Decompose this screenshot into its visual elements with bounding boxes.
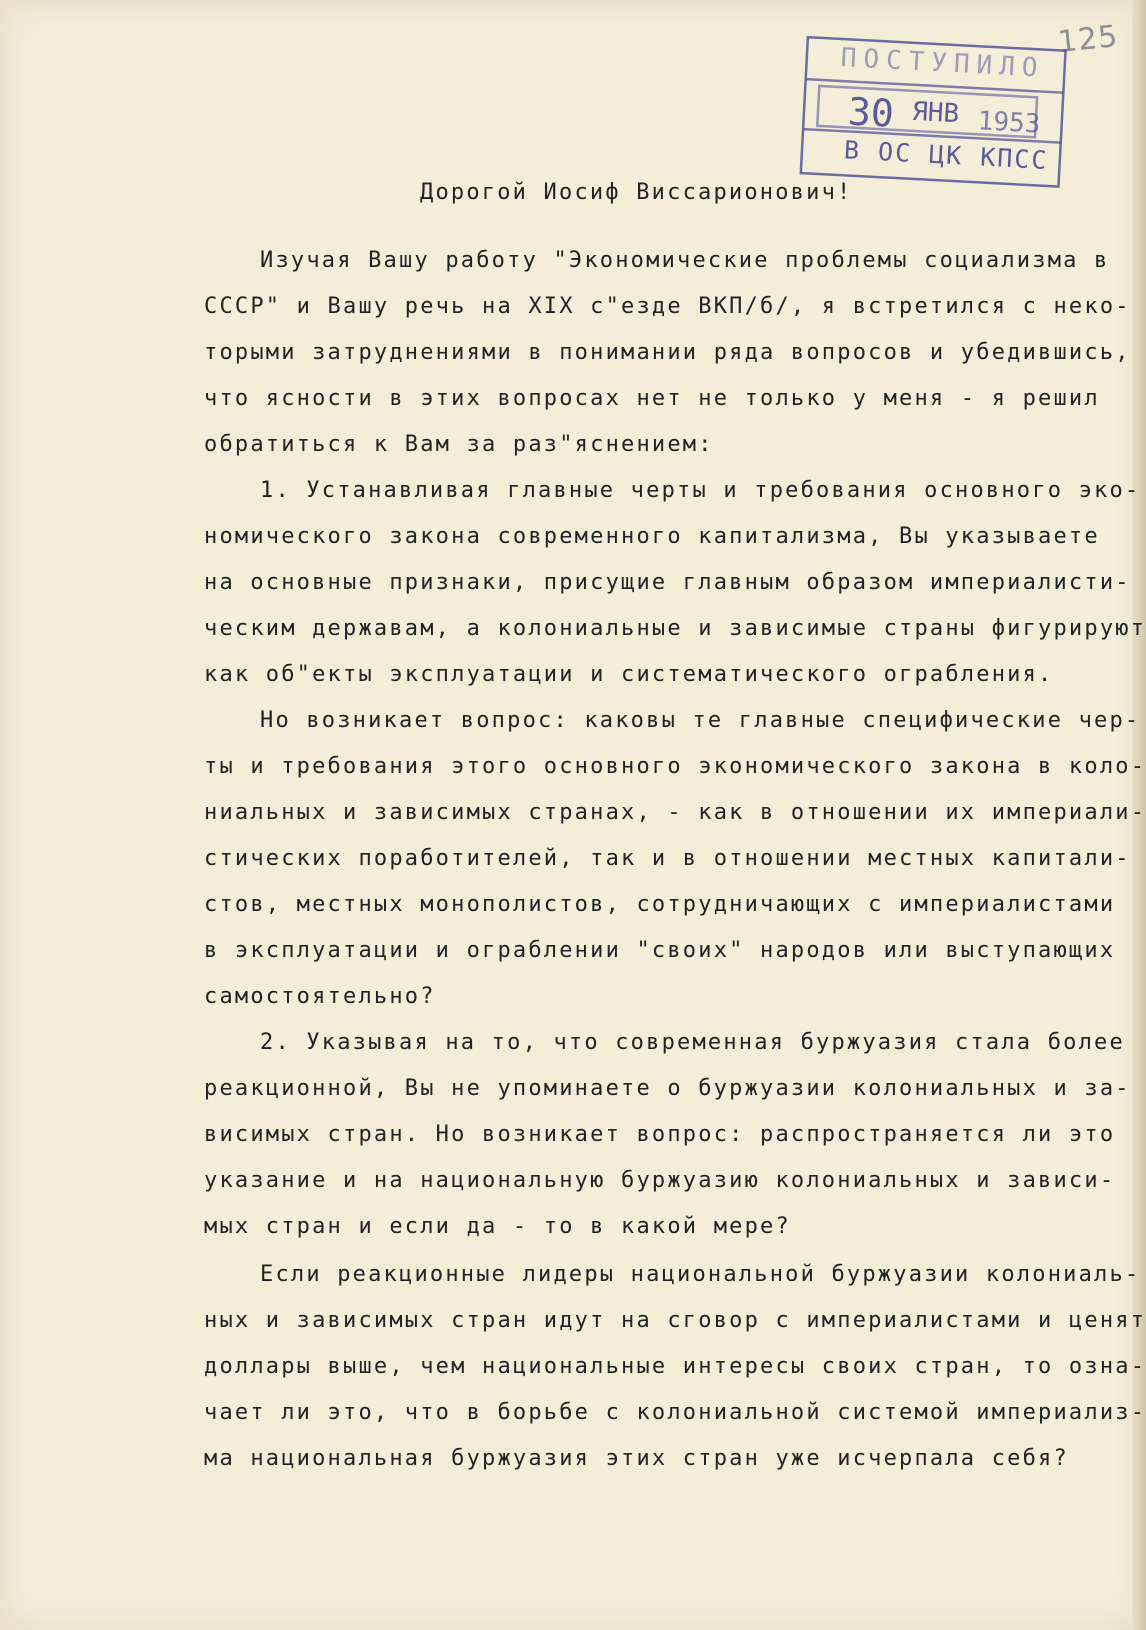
stamp-month: ЯНВ [911,96,960,130]
received-stamp [796,33,1073,197]
text-line: 1. Устанавливая главные черты и требования основного эко- [260,478,1141,503]
text-line: ниальных и зависимых странах, - как в отношении их империали- [204,800,1146,825]
text-line: на основные признаки, присущие главным образом империалисти- [204,570,1131,595]
text-line: стов, местных монополистов, сотрудничающих с империалистами [204,892,1116,917]
text-line: чает ли это, что в борьбе с колониальной системой империализ- [204,1400,1146,1425]
stamp-day: 30 [846,89,895,136]
text-line: стических поработителей, так и в отношении местных капитали- [204,846,1131,871]
text-line: ных и зависимых стран идут на сговор с империалистами и ценят [204,1308,1146,1333]
stamp-year: 1953 [976,106,1042,140]
text-line: висимых стран. Но возникает вопрос: распространяется ли это [204,1122,1116,1147]
text-line: Но возникает вопрос: каковы те главные специфические чер- [260,708,1141,733]
text-line: что ясности в этих вопросах нет не только у меня - я решил [204,386,1100,411]
text-line: в эксплуатации и ограблении "своих" народов или выступающих [204,938,1116,963]
text-line: мых стран и если да - то в какой мере? [204,1214,791,1239]
stamp-received-label: ПОСТУПИЛО [840,43,1046,84]
text-line: обратиться к Вам за раз"яснением: [204,432,714,457]
text-line: реакционной, Вы не упоминаете о буржуазии колониальных и за- [204,1076,1131,1101]
text-line: ма национальная буржуазия этих стран уже исчерпала себя? [204,1446,1069,1471]
text-line: самостоятельно? [204,984,436,1009]
text-line: номического закона современного капитализма, Вы указываете [204,524,1100,549]
text-line: 2. Указывая на то, что современная буржуазия стала более [260,1030,1125,1055]
text-line: СССР" и Вашу речь на XIX с"езде ВКП/б/, я встретился с неко- [204,294,1131,319]
folio-number: 125 [1056,18,1120,61]
text-line: торыми затруднениями в понимании ряда вопросов и убедившись, [204,340,1131,365]
text-line: ческим державам, а колониальные и зависимые страны фигурируют [204,616,1146,641]
text-line: указание и на национальную буржуазию колониальных и зависи- [204,1168,1116,1193]
text-line: Если реакционные лидеры национальной буржуазии колониаль- [260,1262,1141,1287]
text-line: доллары выше, чем национальные интересы своих стран, то озна- [204,1354,1146,1379]
text-line: ты и требования этого основного экономического закона в коло- [204,754,1146,779]
text-line: как об"екты эксплуатации и систематического ограбления. [204,662,1054,687]
text-line: Изучая Вашу работу "Экономические проблемы социализма в [260,248,1110,273]
salutation: Дорогой Иосиф Виссарионович! [420,180,853,205]
stamp-department: В ОС ЦК КПСС [843,135,1050,175]
